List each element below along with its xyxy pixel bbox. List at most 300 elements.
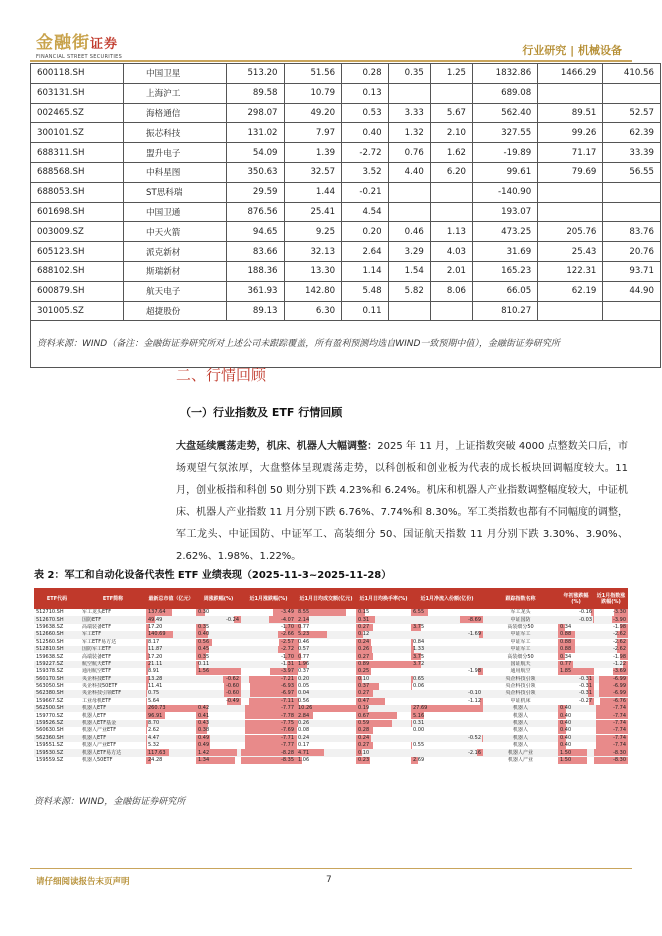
table-row bbox=[31, 261, 661, 281]
etf-row bbox=[34, 735, 628, 742]
etf-cell bbox=[356, 698, 411, 705]
cell-value: 高装细分50 bbox=[507, 623, 534, 630]
table-cell: 29.59 bbox=[227, 182, 285, 202]
etf-row bbox=[34, 757, 628, 764]
cell-value: 0.17 bbox=[298, 742, 310, 749]
cell-value: 159227.SZ bbox=[36, 660, 64, 667]
cell-value: 0.67 bbox=[358, 712, 370, 719]
etf-cell bbox=[594, 624, 628, 631]
cell-value: 0.40 bbox=[560, 712, 572, 719]
etf-row bbox=[34, 624, 628, 631]
company-logo bbox=[36, 28, 122, 60]
cell-value: 国防军工ETF bbox=[82, 646, 112, 653]
cell-value: 机器人产业 bbox=[507, 757, 533, 763]
etf-cell bbox=[80, 676, 146, 683]
cell-value: 1.96 bbox=[298, 660, 310, 667]
etf-cell bbox=[296, 727, 356, 734]
cell-value: 机器人 bbox=[512, 705, 528, 712]
column-header: 周涨跌幅(%) bbox=[196, 588, 241, 609]
cell-value: 3.75 bbox=[413, 623, 425, 630]
etf-cell bbox=[356, 742, 411, 749]
etf-row bbox=[34, 705, 628, 712]
cell-value: -7.71 bbox=[281, 734, 294, 741]
table-cell: 689.08 bbox=[473, 83, 538, 103]
cell-value: 机器人产业ETF bbox=[82, 742, 117, 749]
etf-cell bbox=[296, 757, 356, 764]
etf-cell bbox=[196, 624, 241, 631]
etf-cell bbox=[296, 698, 356, 705]
etf-cell bbox=[411, 742, 483, 749]
table-cell: 301005.SZ bbox=[31, 301, 124, 321]
cell-value: 5.64 bbox=[148, 697, 160, 704]
cell-value: -2.72 bbox=[281, 646, 294, 653]
cell-value: 央企科技ETF bbox=[82, 675, 112, 682]
table-cell: 33.39 bbox=[603, 143, 661, 163]
table-cell: 688311.SH bbox=[31, 143, 124, 163]
etf-row bbox=[34, 661, 628, 668]
cell-value: 中证机床 bbox=[510, 697, 531, 704]
etf-cell bbox=[594, 639, 628, 646]
cell-value: 0.26 bbox=[298, 720, 310, 727]
etf-cell bbox=[411, 653, 483, 660]
table-cell: 44.90 bbox=[603, 281, 661, 301]
etf-cell bbox=[558, 639, 594, 646]
cell-value: 机器人 bbox=[512, 742, 528, 749]
header-divider bbox=[30, 60, 632, 62]
cell-value: -2.62 bbox=[613, 646, 626, 653]
etf-cell bbox=[483, 631, 558, 638]
cell-value: 0.40 bbox=[198, 631, 210, 638]
etf-cell bbox=[80, 631, 146, 638]
etf-cell bbox=[356, 705, 411, 712]
cell-value: 260.73 bbox=[148, 705, 166, 712]
cell-value: 0.89 bbox=[358, 660, 370, 667]
etf-cell bbox=[80, 653, 146, 660]
table-cell: 99.26 bbox=[538, 123, 603, 143]
cell-value: 1.42 bbox=[198, 749, 210, 756]
cell-value: 0.45 bbox=[198, 646, 210, 653]
cell-value: -0.60 bbox=[226, 690, 239, 697]
etf-cell bbox=[34, 676, 80, 683]
cell-value: 0.27 bbox=[358, 653, 370, 660]
etf-cell bbox=[594, 616, 628, 623]
table-cell: 3.52 bbox=[342, 162, 389, 182]
table-cell bbox=[430, 83, 472, 103]
etf-cell bbox=[34, 757, 80, 764]
cell-value: 562360.SH bbox=[36, 734, 64, 741]
cell-value: 0.12 bbox=[358, 631, 370, 638]
cell-value: 5.16 bbox=[413, 712, 425, 719]
table-row bbox=[31, 281, 661, 301]
etf-cell bbox=[411, 735, 483, 742]
table-cell: 盟升电子 bbox=[124, 143, 227, 163]
etf-cell bbox=[241, 616, 296, 623]
table-cell bbox=[430, 202, 472, 222]
cell-value: 0.43 bbox=[198, 720, 210, 727]
cell-value: 137.64 bbox=[148, 609, 166, 616]
etf-cell bbox=[594, 720, 628, 727]
cell-value: 0.24 bbox=[358, 638, 370, 645]
cell-value: -3.97 bbox=[281, 668, 294, 675]
cell-value: 0.56 bbox=[298, 697, 310, 704]
etf-cell bbox=[146, 616, 196, 623]
cell-value: -7.21 bbox=[281, 675, 294, 682]
cell-value: 0.19 bbox=[358, 705, 370, 712]
cell-value: -1.69 bbox=[468, 631, 481, 638]
etf-cell bbox=[558, 690, 594, 697]
etf-cell bbox=[146, 683, 196, 690]
cell-value: -0.31 bbox=[579, 675, 592, 682]
table-cell: 3.33 bbox=[388, 103, 430, 123]
table-cell: 83.66 bbox=[227, 242, 285, 262]
table-cell: 2.01 bbox=[430, 261, 472, 281]
cell-value: 11.87 bbox=[148, 646, 163, 653]
cell-value: 0.77 bbox=[298, 653, 310, 660]
cell-value: 17.20 bbox=[148, 653, 163, 660]
column-header: ETF简称 bbox=[80, 588, 146, 609]
etf-cell bbox=[146, 668, 196, 675]
etf-cell bbox=[196, 698, 241, 705]
etf-cell bbox=[296, 690, 356, 697]
etf-cell bbox=[241, 749, 296, 756]
etf-cell bbox=[296, 646, 356, 653]
etf-cell bbox=[483, 698, 558, 705]
cell-value: 机器人产业ETF bbox=[82, 727, 117, 734]
cell-value: 17.20 bbox=[148, 623, 163, 630]
cell-value: 0.15 bbox=[358, 609, 370, 616]
etf-cell bbox=[34, 661, 80, 668]
column-header: 跟踪指数名称 bbox=[483, 588, 558, 609]
cell-value: -6.99 bbox=[613, 683, 626, 690]
table-cell: 513.20 bbox=[227, 64, 285, 84]
table-cell: 1832.86 bbox=[473, 64, 538, 84]
etf-cell bbox=[296, 742, 356, 749]
etf-cell bbox=[411, 624, 483, 631]
cell-value: 0.20 bbox=[298, 675, 310, 682]
cell-value: 6.55 bbox=[413, 609, 425, 616]
table-cell: ST思科瑞 bbox=[124, 182, 227, 202]
etf-cell bbox=[356, 757, 411, 764]
etf-cell bbox=[558, 683, 594, 690]
etf-cell bbox=[356, 631, 411, 638]
etf-cell bbox=[483, 757, 558, 764]
cell-value: -2.62 bbox=[613, 631, 626, 638]
data-bar bbox=[411, 720, 412, 727]
table-cell: 410.56 bbox=[603, 64, 661, 84]
cell-value: -2.16 bbox=[468, 749, 481, 756]
cell-value: 49.49 bbox=[148, 616, 163, 623]
etf-cell bbox=[296, 705, 356, 712]
table-cell: 0.46 bbox=[388, 222, 430, 242]
table-cell: 601698.SH bbox=[31, 202, 124, 222]
cell-value: -7.74 bbox=[613, 727, 626, 734]
table-row bbox=[31, 301, 661, 321]
etf-cell bbox=[34, 616, 80, 623]
etf-cell bbox=[34, 720, 80, 727]
table-cell: 49.20 bbox=[284, 103, 342, 123]
etf-cell bbox=[356, 676, 411, 683]
cell-value: 3.75 bbox=[413, 653, 425, 660]
table-cell: 5.48 bbox=[342, 281, 389, 301]
table-cell: 13.30 bbox=[284, 261, 342, 281]
table-cell: 25.43 bbox=[538, 242, 603, 262]
etf-row bbox=[34, 616, 628, 623]
table-cell: 83.76 bbox=[603, 222, 661, 242]
etf-cell bbox=[483, 683, 558, 690]
footer-divider bbox=[30, 868, 632, 869]
etf-row bbox=[34, 690, 628, 697]
etf-table-title: 表 2：军工和自动化设备代表性 ETF 业绩表现（2025-11-3~2025-11-28） bbox=[34, 570, 392, 581]
etf-cell bbox=[594, 676, 628, 683]
cell-value: -8.69 bbox=[468, 616, 481, 623]
cell-value: 0.35 bbox=[198, 653, 210, 660]
etf-cell bbox=[558, 749, 594, 756]
etf-cell bbox=[558, 609, 594, 616]
etf-cell bbox=[146, 757, 196, 764]
table-cell: 473.25 bbox=[473, 222, 538, 242]
etf-cell bbox=[356, 712, 411, 719]
etf-cell bbox=[146, 661, 196, 668]
table-cell: 1.32 bbox=[388, 123, 430, 143]
table-cell: 142.80 bbox=[284, 281, 342, 301]
table-cell bbox=[538, 83, 603, 103]
cell-value: 机器人 bbox=[512, 727, 528, 734]
etf-cell bbox=[80, 639, 146, 646]
cell-value: 0.24 bbox=[358, 734, 370, 741]
etf-cell bbox=[594, 690, 628, 697]
table-row bbox=[31, 123, 661, 143]
cell-value: 通用航空ETF bbox=[82, 668, 112, 675]
cell-value: -7.11 bbox=[281, 697, 294, 704]
etf-cell bbox=[356, 735, 411, 742]
table-row bbox=[31, 103, 661, 123]
etf-cell bbox=[483, 712, 558, 719]
cell-value: -8.30 bbox=[613, 749, 626, 756]
cell-value: 央企科技50ETF bbox=[82, 683, 118, 690]
etf-cell bbox=[594, 631, 628, 638]
table-cell: 62.19 bbox=[538, 281, 603, 301]
table-cell: 688053.SH bbox=[31, 182, 124, 202]
cell-value: 0.38 bbox=[198, 727, 210, 734]
etf-cell bbox=[146, 676, 196, 683]
cell-value: 0.06 bbox=[413, 683, 425, 690]
etf-cell bbox=[241, 712, 296, 719]
etf-cell bbox=[296, 676, 356, 683]
cell-value: 0.11 bbox=[198, 660, 210, 667]
cell-value: -1.22 bbox=[613, 660, 626, 667]
etf-cell bbox=[411, 712, 483, 719]
etf-cell bbox=[411, 690, 483, 697]
cell-value: 512710.SH bbox=[36, 609, 64, 616]
etf-cell bbox=[558, 653, 594, 660]
etf-cell bbox=[241, 676, 296, 683]
etf-cell bbox=[411, 749, 483, 756]
table-cell: 89.58 bbox=[227, 83, 285, 103]
etf-cell bbox=[296, 616, 356, 623]
etf-cell bbox=[483, 609, 558, 616]
etf-cell bbox=[411, 661, 483, 668]
table-cell: 350.63 bbox=[227, 162, 285, 182]
etf-cell bbox=[296, 631, 356, 638]
table-cell: 中天火箭 bbox=[124, 222, 227, 242]
table-cell: 1.39 bbox=[284, 143, 342, 163]
table-cell: 8.06 bbox=[430, 281, 472, 301]
etf-cell bbox=[558, 735, 594, 742]
etf-cell bbox=[594, 668, 628, 675]
cell-value: 国防ETF bbox=[82, 616, 102, 623]
cell-value: 0.88 bbox=[560, 638, 572, 645]
cell-value: 中证军工 bbox=[510, 638, 531, 645]
table-cell: 131.02 bbox=[227, 123, 285, 143]
table-row bbox=[31, 242, 661, 262]
cell-value: 0.40 bbox=[560, 720, 572, 727]
cell-value: 机器人 bbox=[512, 734, 528, 741]
cell-value: 560630.SH bbox=[36, 727, 64, 734]
etf-cell bbox=[411, 705, 483, 712]
etf-cell bbox=[34, 712, 80, 719]
table-cell: -0.21 bbox=[342, 182, 389, 202]
table-cell: 5.67 bbox=[430, 103, 472, 123]
etf-cell bbox=[411, 646, 483, 653]
cell-value: -3.49 bbox=[281, 609, 294, 616]
table-cell: 0.11 bbox=[342, 301, 389, 321]
cell-value: 159526.SZ bbox=[36, 720, 64, 727]
etf-row bbox=[34, 646, 628, 653]
cell-value: 央企科技引领ETF bbox=[82, 690, 122, 697]
table-cell: 99.61 bbox=[473, 162, 538, 182]
cell-value: 0.30 bbox=[198, 609, 210, 616]
cell-value: -7.74 bbox=[613, 705, 626, 712]
etf-cell bbox=[146, 727, 196, 734]
table-cell: 1.25 bbox=[430, 64, 472, 84]
cell-value: 159559.SZ bbox=[36, 757, 64, 763]
etf-cell bbox=[356, 683, 411, 690]
etf-cell bbox=[241, 631, 296, 638]
etf-cell bbox=[196, 683, 241, 690]
etf-cell bbox=[196, 631, 241, 638]
table-cell: 20.76 bbox=[603, 242, 661, 262]
cell-value: 1.85 bbox=[560, 668, 572, 675]
table-cell bbox=[603, 83, 661, 103]
table-cell: 2.64 bbox=[342, 242, 389, 262]
logo-text-en: FINANCIAL STREET SECURITIES bbox=[36, 54, 123, 60]
cell-value: 117.63 bbox=[148, 749, 166, 756]
cell-value: 512660.SH bbox=[36, 631, 64, 638]
table-cell: 93.71 bbox=[603, 261, 661, 281]
cell-value: 0.34 bbox=[560, 623, 572, 630]
cell-value: 0.08 bbox=[298, 727, 310, 734]
cell-value: 0.31 bbox=[413, 720, 425, 727]
cell-value: -0.62 bbox=[226, 675, 239, 682]
table-cell: 派克新材 bbox=[124, 242, 227, 262]
table-cell bbox=[538, 182, 603, 202]
cell-value: -4.07 bbox=[281, 616, 294, 623]
cell-value: 高端装备ETF bbox=[82, 623, 112, 630]
table-cell: 中国卫通 bbox=[124, 202, 227, 222]
cell-value: -2.66 bbox=[281, 631, 294, 638]
table-cell: 1.14 bbox=[342, 261, 389, 281]
etf-cell bbox=[34, 668, 80, 675]
cell-value: 2.62 bbox=[148, 727, 160, 734]
etf-cell bbox=[34, 609, 80, 616]
cell-value: 0.05 bbox=[298, 683, 310, 690]
cell-value: -3.30 bbox=[613, 609, 626, 616]
etf-cell bbox=[196, 609, 241, 616]
table-cell: 10.79 bbox=[284, 83, 342, 103]
etf-cell bbox=[558, 624, 594, 631]
table-cell: 振芯科技 bbox=[124, 123, 227, 143]
etf-cell bbox=[196, 727, 241, 734]
table-cell: 中科星图 bbox=[124, 162, 227, 182]
etf-cell bbox=[594, 742, 628, 749]
cell-value: 560170.SH bbox=[36, 675, 64, 682]
cell-value: 0.40 bbox=[560, 705, 572, 712]
etf-cell bbox=[356, 727, 411, 734]
table-cell: 688568.SH bbox=[31, 162, 124, 182]
etf-cell bbox=[356, 749, 411, 756]
etf-cell bbox=[594, 698, 628, 705]
table-cell: 7.97 bbox=[284, 123, 342, 143]
cell-value: 0.47 bbox=[358, 697, 370, 704]
cell-value: 机器人ETF bbox=[82, 734, 107, 741]
table-cell: 562.40 bbox=[473, 103, 538, 123]
etf-cell bbox=[34, 705, 80, 712]
cell-value: -7.74 bbox=[613, 712, 626, 719]
cell-value: -0.31 bbox=[579, 683, 592, 690]
etf-cell bbox=[196, 742, 241, 749]
market-review-paragraph bbox=[176, 436, 628, 568]
table-cell: 0.76 bbox=[388, 143, 430, 163]
table-cell bbox=[430, 301, 472, 321]
etf-cell bbox=[594, 749, 628, 756]
etf-cell bbox=[196, 661, 241, 668]
page-number: 7 bbox=[326, 875, 332, 885]
etf-cell bbox=[146, 639, 196, 646]
etf-cell bbox=[558, 727, 594, 734]
disclaimer-note: 请仔细阅读报告末页声明 bbox=[36, 877, 130, 887]
etf-cell bbox=[80, 749, 146, 756]
etf-cell bbox=[146, 624, 196, 631]
cell-value: -0.03 bbox=[579, 616, 592, 623]
table-cell: 165.23 bbox=[473, 261, 538, 281]
table-cell: 2.10 bbox=[430, 123, 472, 143]
table-cell: 25.41 bbox=[284, 202, 342, 222]
etf-cell bbox=[196, 616, 241, 623]
cell-value: 0.31 bbox=[358, 616, 370, 623]
etf-cell bbox=[146, 631, 196, 638]
cell-value: -0.52 bbox=[468, 734, 481, 741]
cell-value: 0.27 bbox=[358, 623, 370, 630]
table-cell: 斯瑞新材 bbox=[124, 261, 227, 281]
etf-cell bbox=[483, 749, 558, 756]
table-cell bbox=[538, 202, 603, 222]
etf-cell bbox=[146, 720, 196, 727]
cell-value: 0.04 bbox=[298, 690, 310, 697]
etf-cell bbox=[594, 757, 628, 764]
etf-cell bbox=[558, 757, 594, 764]
etf-cell bbox=[196, 690, 241, 697]
etf-cell bbox=[558, 616, 594, 623]
cell-value: -1.98 bbox=[613, 623, 626, 630]
cell-value: 159770.SZ bbox=[36, 712, 64, 719]
cell-value: -0.10 bbox=[468, 690, 481, 697]
cell-value: 159638.SZ bbox=[36, 623, 64, 630]
table-cell: 62.39 bbox=[603, 123, 661, 143]
logo-suffix: 证券 bbox=[90, 37, 119, 52]
table-cell: 002465.SZ bbox=[31, 103, 124, 123]
cell-value: 140.69 bbox=[148, 631, 166, 638]
etf-cell bbox=[483, 735, 558, 742]
